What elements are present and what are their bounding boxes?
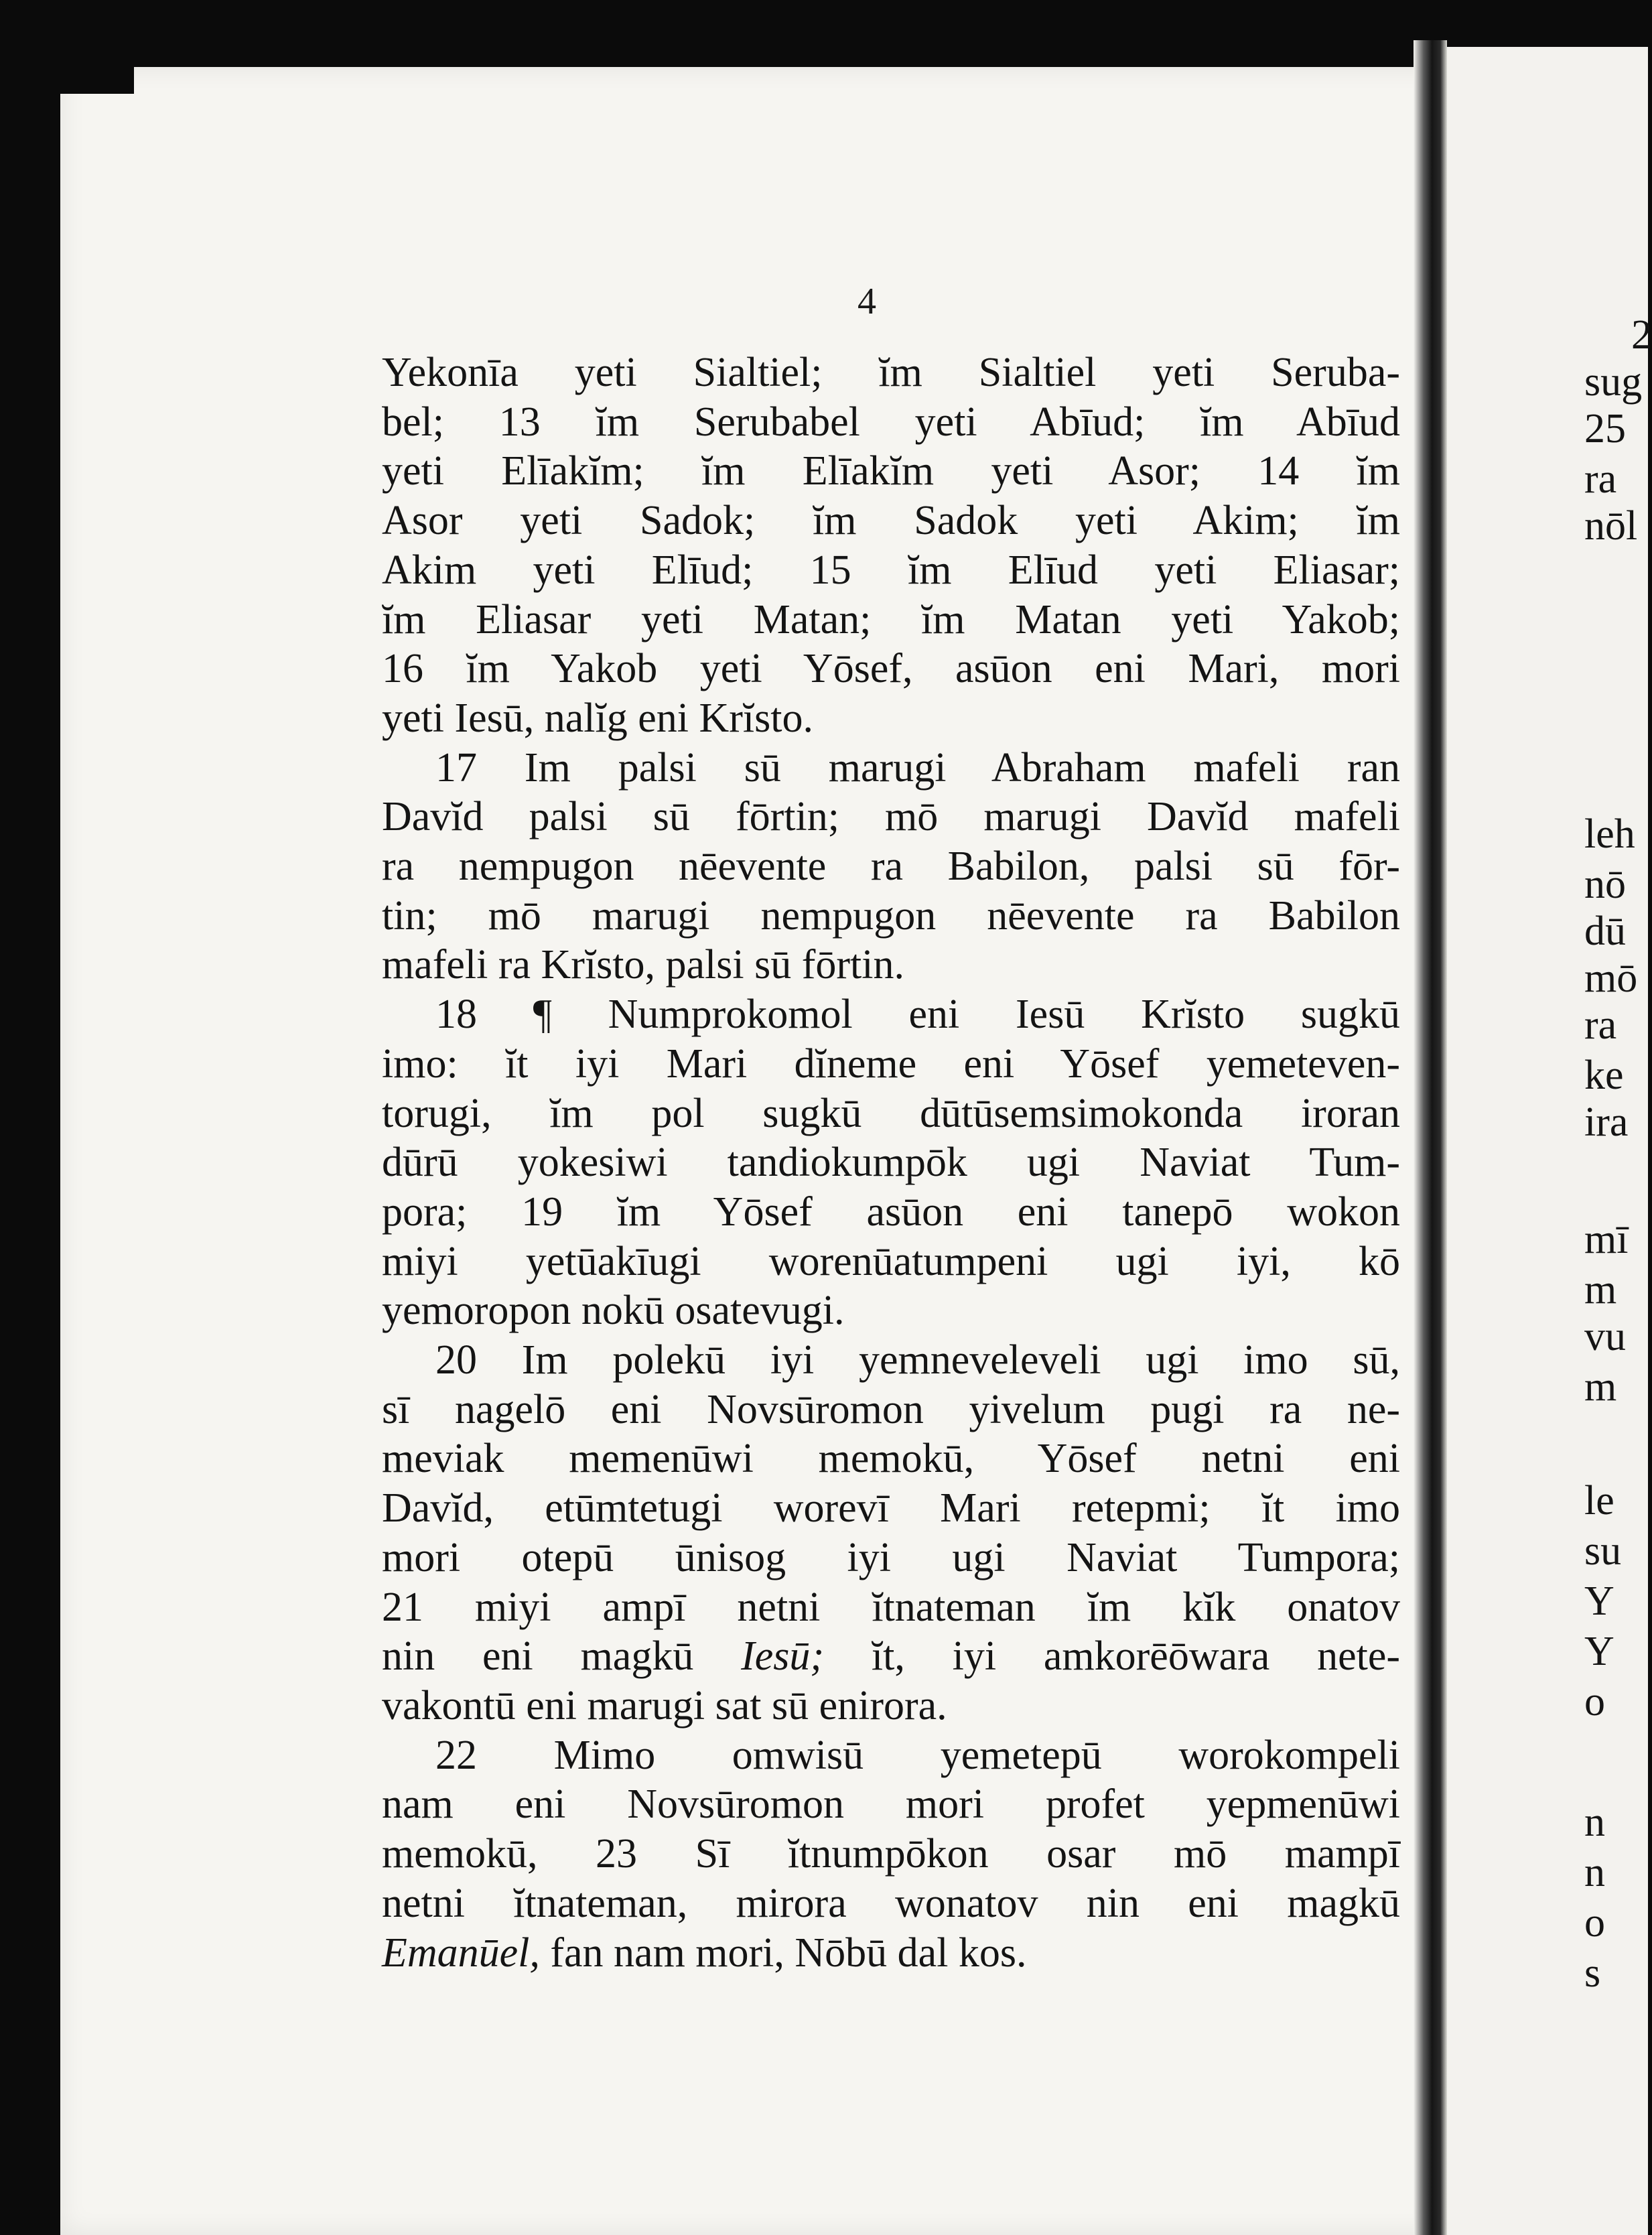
facing-text-fragment: ra: [1584, 456, 1617, 502]
facing-text-fragment: o: [1584, 1900, 1605, 1946]
text-line: meviak memenūwi memokū, Yōsef netni eni: [382, 1436, 1400, 1482]
facing-text-fragment: leh: [1584, 811, 1635, 857]
facing-text-fragment: n: [1584, 1850, 1605, 1895]
text-line: torugi, ĭm pol sugkū dūtūsemsimokonda iroran: [382, 1090, 1400, 1136]
text-line: Akim yeti Elīud; 15 ĭm Elīud yeti Eliasar;: [382, 547, 1400, 593]
facing-text-fragment: le: [1584, 1478, 1614, 1523]
text-line: dūrū yokesiwi tandiokumpōk ugi Naviat Tum-: [382, 1140, 1400, 1186]
text-line: netni ĭtnateman, mirora wonatov nin eni magkū: [382, 1880, 1400, 1926]
facing-text-fragment: ra: [1584, 1002, 1617, 1048]
text-line: yeti Iesū, nalĭg eni Krĭsto.: [382, 695, 813, 741]
text-line: tin; mō marugi nempugon nēevente ra Babilon: [382, 892, 1400, 939]
facing-text-fragment: sug: [1584, 359, 1643, 405]
book-page: [60, 67, 1447, 2235]
scripture-text: [382, 348, 1400, 1978]
facing-text-fragment: m: [1584, 1364, 1617, 1410]
text-segment: fan nam mori, Nōbū dal kos.: [539, 1929, 1027, 1976]
facing-text-fragment: Y: [1584, 1629, 1614, 1674]
page-corner-shadow: [60, 67, 134, 94]
text-line-with-italic: [382, 1929, 1400, 1978]
text-line: mori otepū ūnisog iyi ugi Naviat Tumpora;: [382, 1534, 1400, 1580]
italic-name: Iesū;: [741, 1633, 825, 1680]
facing-text-fragment: vu: [1584, 1314, 1626, 1359]
page-number: 4: [857, 281, 876, 322]
text-line: miyi yetūakīugi worenūatumpeni ugi iyi, kō: [382, 1238, 1400, 1284]
facing-text-fragment: nō: [1584, 862, 1626, 907]
facing-text-fragment: nōl: [1584, 503, 1638, 549]
text-line: Asor yeti Sadok; ĭm Sadok yeti Akim; ĭm: [382, 498, 1400, 544]
text-line: memokū, 23 Sī ĭtnumpōkon osar mō mampī: [382, 1831, 1400, 1877]
text-line: bel; 13 ĭm Serubabel yeti Abīud; ĭm Abīud: [382, 399, 1400, 445]
facing-text-fragment: mō: [1584, 955, 1638, 1001]
text-line: Davĭd, etūmtetugi worevī Mari retepmi; ĭt imo: [382, 1485, 1400, 1532]
facing-text-fragment: mī: [1584, 1217, 1629, 1262]
facing-text-fragment: ira: [1584, 1099, 1629, 1145]
text-line: imo: ĭt iyi Mari dĭneme eni Yōsef yemeteven-: [382, 1040, 1400, 1087]
text-line: yemoropon nokū osatevugi.: [382, 1288, 845, 1334]
text-line: Davĭd palsi sū fōrtin; mō marugi Davĭd mafeli: [382, 794, 1400, 840]
facing-page-edge: [1447, 47, 1652, 2235]
verse-start-line: 17 Im palsi sū marugi Abraham mafeli ran: [435, 744, 1400, 791]
facing-text-fragment: su: [1584, 1528, 1622, 1574]
italic-name: Emanūel,: [382, 1929, 540, 1976]
facing-text-fragment: 25: [1584, 406, 1626, 452]
text-segment: ĭt, iyi amkorēōwara nete-: [824, 1633, 1400, 1680]
facing-text-fragment: dū: [1584, 908, 1626, 954]
text-line: nam eni Novsūromon mori profet yepmenūwi: [382, 1781, 1400, 1828]
facing-text-fragment: Y: [1584, 1578, 1614, 1624]
text-line-with-italic: [382, 1632, 1400, 1682]
facing-text-fragment: n: [1584, 1800, 1605, 1845]
facing-text-fragment: 2: [1631, 312, 1652, 358]
text-line: pora; 19 ĭm Yōsef asūon eni tanepō wokon: [382, 1189, 1400, 1235]
text-line: ra nempugon nēevente ra Babilon, palsi sū fōr-: [382, 843, 1400, 890]
verse-start-line: 20 Im polekū iyi yemneveleveli ugi imo sū,: [435, 1337, 1400, 1383]
text-line: yeti Elīakĭm; ĭm Elīakĭm yeti Asor; 14 ĭm: [382, 448, 1400, 494]
facing-text-fragment: s: [1584, 1950, 1601, 1996]
text-segment: nin eni magkū: [382, 1633, 742, 1680]
text-line: 16 ĭm Yakob yeti Yōsef, asūon eni Mari, mori: [382, 646, 1400, 692]
text-line: sī nagelō eni Novsūromon yivelum pugi ra ne-: [382, 1386, 1400, 1432]
facing-text-fragment: m: [1584, 1267, 1617, 1312]
verse-start-line: 22 Mimo omwisū yemetepū worokompeli: [435, 1732, 1400, 1778]
text-line: ĭm Eliasar yeti Matan; ĭm Matan yeti Yakob;: [382, 596, 1400, 642]
facing-text-fragment: ke: [1584, 1053, 1624, 1098]
facing-text-fragment: o: [1584, 1679, 1605, 1724]
verse-start-line: 18 ¶ Numprokomol eni Iesū Krĭsto sugkū: [435, 992, 1400, 1038]
text-line: vakontū eni marugi sat sū enirora.: [382, 1682, 947, 1729]
text-line: Yekonīa yeti Sialtiel; ĭm Sialtiel yeti Seruba-: [382, 350, 1400, 395]
book-gutter: [1414, 40, 1447, 2235]
text-line: 21 miyi ampī netni ĭtnateman ĭm kĭk onatov: [382, 1584, 1400, 1630]
text-line: mafeli ra Krĭsto, palsi sū fōrtin.: [382, 942, 904, 988]
